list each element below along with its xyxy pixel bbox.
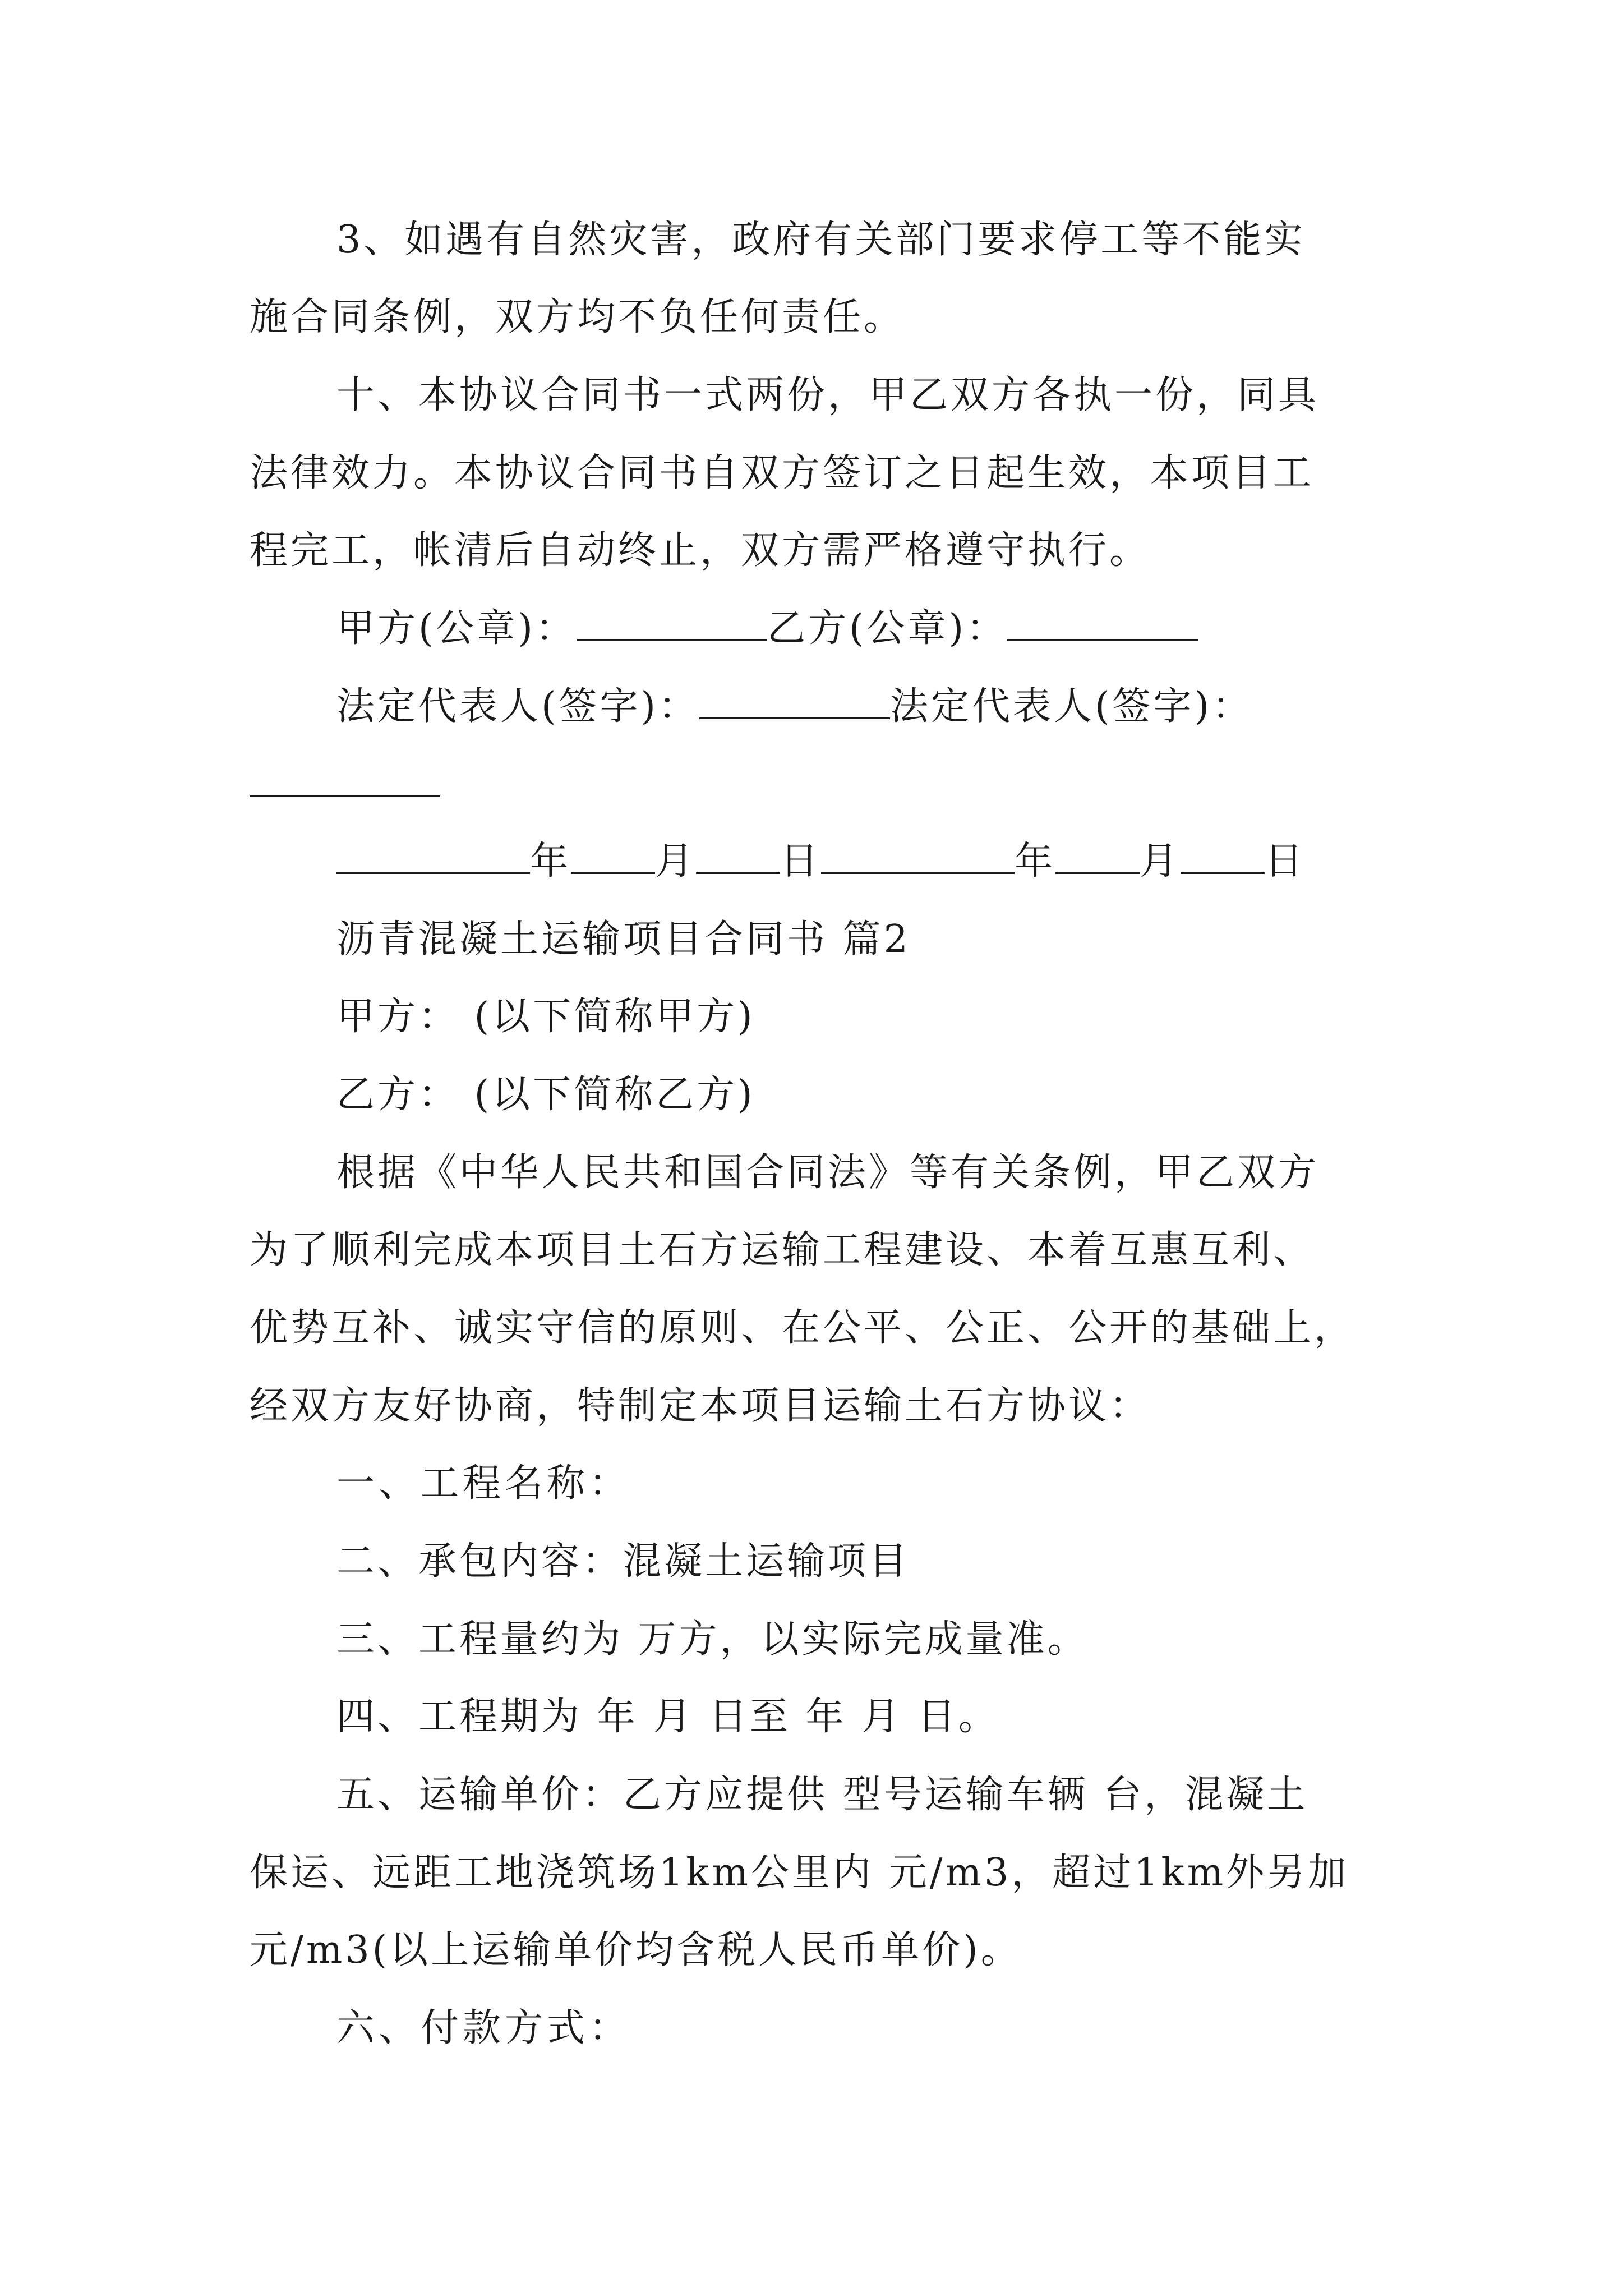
year-b-label: 年 [1015,839,1056,884]
legal-rep-a-blank[interactable] [699,683,890,719]
day-a-blank[interactable] [696,838,780,874]
item-5-line-1: 五、运输单价：乙方应提供 型号运输车辆 台，混凝土 [336,1773,1308,1817]
clause-10-line-1: 十、本协议合同书一式两份，甲乙双方各执一份，同具 [336,373,1320,417]
day-b-blank[interactable] [1181,838,1265,874]
clause-3-line-2: 施合同条例，双方均不负任何责任。 [250,295,905,339]
item-5-line-2: 保运、远距工地浇筑场1km公里内 元/m3，超过1km外另加 [250,1851,1349,1895]
party-a-seal-label: 甲方(公章)： [336,606,577,651]
day-a-label: 日 [780,839,822,884]
month-b-label: 月 [1140,839,1181,884]
item-6-payment: 六、付款方式： [336,2006,631,2050]
clause-10-line-3: 程完工，帐清后自动终止，双方需严格遵守执行。 [250,528,1151,573]
preamble-line-3: 优势互补、诚实守信的原则、在公平、公正、公开的基础上， [250,1306,1355,1350]
preamble-line-2: 为了顺利完成本项目土石方运输工程建设、本着互惠互利、 [250,1228,1315,1272]
month-b-blank[interactable] [1055,838,1140,874]
party-a-intro: 甲方： (以下简称甲方) [336,995,755,1039]
item-2-scope: 二、承包内容：混凝土运输项目 [336,1539,910,1584]
year-b-blank[interactable] [821,838,1015,874]
month-a-blank[interactable] [571,838,655,874]
legal-rep-b-blank[interactable] [250,795,440,797]
legal-rep-line [336,682,1253,732]
year-a-label: 年 [530,839,571,884]
party-a-seal-blank[interactable] [577,605,767,641]
preamble-line-1: 根据《中华人民共和国合同法》等有关条例，甲乙双方 [336,1151,1320,1195]
legal-rep-b-label: 法定代表人(签字)： [890,684,1253,729]
item-5-line-3: 元/m3(以上运输单价均含税人民币单价)。 [250,1928,1022,1972]
seal-line [336,604,1198,654]
clause-10-line-2: 法律效力。本协议合同书自双方签订之日起生效，本项目工 [250,451,1315,495]
legal-rep-a-label: 法定代表人(签字)： [336,684,700,729]
item-3-quantity: 三、工程量约为 万方，以实际完成量准。 [336,1617,1089,1662]
clause-3-line-1: 3、如遇有自然灾害，政府有关部门要求停工等不能实 [336,218,1306,262]
party-b-intro: 乙方： (以下简称乙方) [336,1073,755,1117]
party-b-seal-blank[interactable] [1007,605,1198,641]
item-4-period: 四、工程期为 年 月 日至 年 月 日。 [336,1695,999,1739]
month-a-label: 月 [655,839,697,884]
date-line [336,836,1306,887]
section-2-title: 沥青混凝土运输项目合同书 篇2 [336,917,911,961]
item-1-project-name: 一、工程名称： [336,1461,631,1506]
year-a-blank[interactable] [336,838,530,874]
party-b-seal-label: 乙方(公章)： [767,606,1008,651]
preamble-line-4: 经双方友好协商，特制定本项目运输土石方协议： [250,1384,1151,1428]
day-b-label: 日 [1265,839,1306,884]
